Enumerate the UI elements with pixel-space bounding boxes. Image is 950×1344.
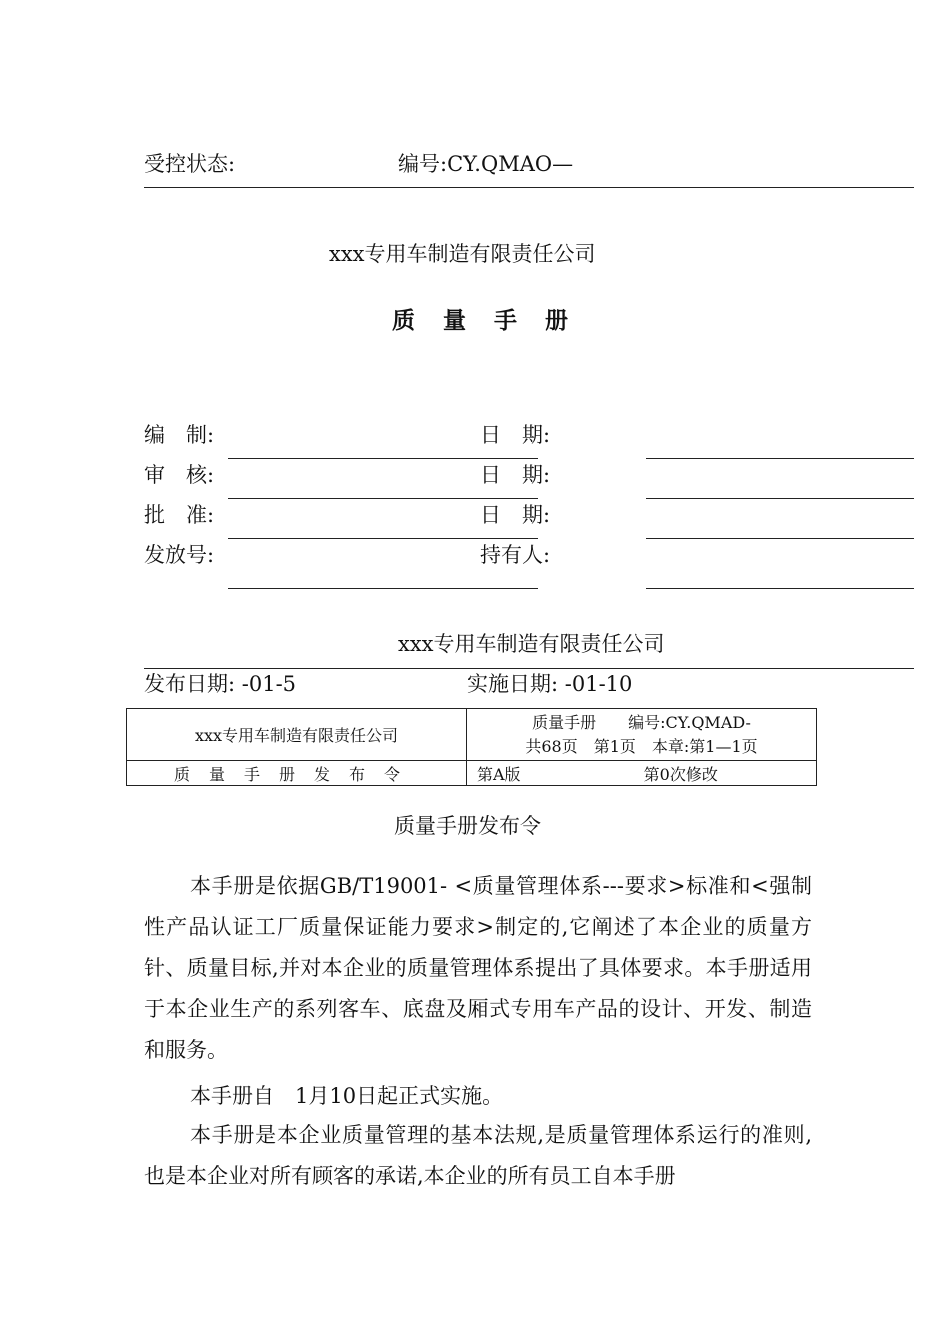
date-label-3: 日 期: bbox=[480, 503, 551, 527]
holder-label: 持有人: bbox=[480, 543, 551, 567]
header-divider bbox=[144, 187, 914, 188]
extra-line-left bbox=[228, 588, 538, 589]
table-company: xxx专用车制造有限责任公司 bbox=[194, 726, 399, 745]
paragraph-1: 本手册是依据GB/T19001- <质量管理体系---要求>标准和<强制性产品认证工厂质量保证能力要求>制定的,它阐述了本企业的质量方针、质量目标,并对本企业的质量管理体系提出了具体要求。本手册适用于本企业生产的系列客车、底盘及厢式专用车产品的设计、开发、制造和服务。 bbox=[144, 874, 812, 1062]
table-manual-number: 质量手册 编号:CY.QMAD- bbox=[532, 712, 751, 732]
paragraph-3: 本手册是本企业质量管理的基本法规,是质量管理体系运行的准则,也是本企业对所有顾客的承诺,本企业的所有员工自本手册 bbox=[144, 1123, 812, 1188]
paragraph-2: 本手册自 1月10日起正式实施。 bbox=[190, 1084, 504, 1108]
effective-date: 实施日期: -01-10 bbox=[467, 672, 633, 696]
approved-label: 批 准: bbox=[144, 503, 215, 527]
page-title: 质量手册 bbox=[392, 307, 596, 334]
document-number: 编号:CY.QMAO— bbox=[398, 152, 574, 176]
date-label-2: 日 期: bbox=[480, 463, 551, 487]
section-heading: 质量手册发布令 bbox=[394, 814, 541, 838]
table-edition: 第A版 bbox=[477, 764, 521, 784]
date-line-3 bbox=[646, 538, 914, 539]
table-section-title: 质量手册发布令 bbox=[173, 764, 419, 784]
company-name: xxx专用车制造有限责任公司 bbox=[329, 242, 596, 266]
date-line-1 bbox=[646, 458, 914, 459]
release-date: 发布日期: -01-5 bbox=[144, 672, 297, 696]
issue-number-label: 发放号: bbox=[144, 543, 215, 567]
table-revision: 第0次修改 bbox=[643, 764, 718, 784]
table-edition-cell bbox=[467, 761, 817, 786]
table-company-cell bbox=[127, 709, 467, 761]
approved-signature-line bbox=[228, 498, 538, 499]
document-info-table bbox=[126, 708, 817, 786]
holder-line bbox=[646, 588, 914, 589]
control-status-label: 受控状态: bbox=[144, 152, 236, 176]
table-manual-cell bbox=[467, 709, 817, 761]
footer-company-name: xxx专用车制造有限责任公司 bbox=[398, 632, 665, 656]
compiled-label: 编 制: bbox=[144, 423, 215, 447]
table-section-cell bbox=[127, 761, 467, 786]
date-line-2 bbox=[646, 498, 914, 499]
date-label-1: 日 期: bbox=[480, 423, 551, 447]
table-page-info: 共68页 第1页 本章:第1—1页 bbox=[525, 736, 758, 756]
reviewed-label: 审 核: bbox=[144, 463, 215, 487]
issue-number-line bbox=[228, 538, 538, 539]
reviewed-signature-line bbox=[228, 458, 538, 459]
